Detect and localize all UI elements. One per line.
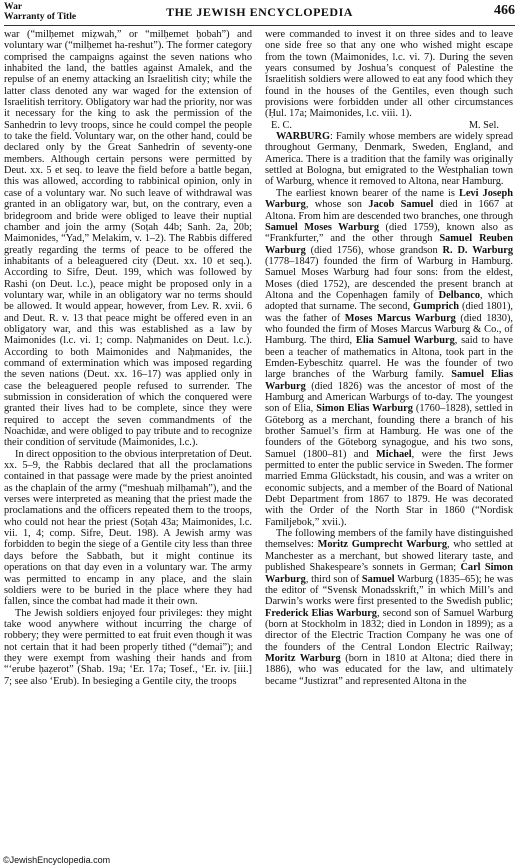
running-title-line-1: War: [4, 1, 23, 12]
page-number: 466: [494, 3, 515, 18]
running-header: [4, 2, 515, 24]
header-rule: [4, 25, 515, 26]
journal-title: THE JEWISH ENCYCLOPEDIA: [166, 5, 353, 19]
warburg-paragraph-2: The earliest known bearer of the name is Levi Joseph Warburg, whose son Jacob Samuel died in 1667 at Altona. From him are descended two branches, one through Samuel Moses Warburg (died 1759), known also as “Frankfurter,” and the other through Samuel Reuben Warburg (died 1756), whose grandson R. D. Warburg (1778–1847) founded the firm of Warburg in Hamburg. Samuel Moses Warburg had four sons: from the eldest, Moses (died 1752), are descended the present branch at Altona and the Copenhagen family of Delbanco, which adopted that surname. The second, Gumprich (died 1801), was the father of Moses Marcus Warburg (died 1830), who founded the firm of Moses Marcus Warburg & Co., of Hamburg. The third, Elia Samuel Warburg, said to have been a teacher of mathematics in Altona, took part in the Emden-Eybeschitz quarrel. He was the founder of two large branches of the Warburg family. Samuel Elias Warburg (died 1826) was the ancestor of most of the Hamburg and American Warburgs of to-day. The youngest son of Elia, Simon Elias Warburg (1760–1828), settled in Göteborg as a merchant, founding there a branch of his brother Samuel’s firm at Hamburg. He was one of the founders of the Göteborg synagogue, and his two sons, Samuel (1800–81) and Michael, were the first Jews permitted to enter the public service in Sweden. The former married Emma Glückstadt, his cousin, and was a writer on economic subjects, and a member of the Board of National Debt Department from 1867 to 1879. He was decorated with the Order of the North Star in 1860 (“Nordisk Familjebok,” xvii.).: [265, 187, 513, 528]
warburg-paragraph-3: The following members of the family have distinguished themselves: Moritz Gumprecht Warburg, who settled at Manchester as a merchant, but showed literary taste, and published Shakespeare’s sonnets in German; Carl Simon Warburg, third son of Samuel Warburg (1835–65); he was the editor of “Svensk Monadsskrift,” in which Mill’s and Darwin’s works were first presented to the Swedish public; Frederick Elias Warburg, second son of Samuel Warburg (born at Stockholm in 1832; died in London in 1899); as a director of the Electric Traction Company he was one of the founders of the Central London Electric Railway; Moritz Warburg (born in 1810 at Altona; died there in 1886), who was educated for the law, and ultimately became “Justizrat” and represented Altona in the: [265, 528, 513, 687]
warburg-heading: WARBURG: [276, 131, 331, 143]
copyright-footer: ©JewishEncyclopedia.com: [3, 855, 111, 865]
article-signature: [265, 120, 513, 131]
left-column: [4, 29, 252, 851]
war-paragraph-1: war (“milḥemet miẓwah,” or “milḥemet ḥobah”) and voluntary war (“milḥemet ha-reshut”). The former category comprised the campaigns against the seven nations who inhabited the land, the battles against Amalek, and the repulse of an enemy attacking an Israelitish city; while the latter class denoted any war waged for the extension of Israelitish territory. Obligatory war had the priority, nor was it necessary for the king to ask the permission of the Sanhedrin to levy troops, since he could compel the people to take the field. Voluntary war, on the other hand, could be declared only by the Great Sanhedrin of seventy-one members. Although certain persons were permitted by Deut. xx. 5 et seq. to leave the field before a battle began, this was allowed, according to rabbinical opinion, only in case of a voluntary war. No such leave of withdrawal was granted in an obligatory war, but, on the contrary, even a bridegroom and bride were obliged to leave their nuptial chamber and join the army (Soṭah 44b; Sanh. 2a, 20b; Maimonides, “Yad,” Melakim, v. 1–2). The Rabbis differed greatly regarding the terms of peace to be offered the inhabitants of a beleaguered city (Deut. xx. 10 et seq.). According to Sifre, Deut. 199, which was followed by Rashi (on Deut. l.c.), peace might be proposed only in a voluntary war, while in an obligatory war no terms should be allowed. It would appear, however, from Lev. R. xvii. 6 and Deut. R. v. 13 that peace might be offered even in an obligatory war, and this was established as a law by Maimonides (l.c. vi. 1; comp. Naḥmanides on Deut. l.c.). According to both Maimonides and Naḥmanides, the command of extermination which was imposed regarding the seven nations (Deut. xx. 16–17) was applied only in case the beleaguered people refused to surrender. The submission in consideration of which the conquered were granted their lives had to be complete, since they were required to accept the seven commandments of the Noachidæ, and were obliged to pay tribute and to recognize their condition of servitude (Maimonides, l.c.).: [4, 29, 252, 449]
right-column: [265, 29, 513, 851]
running-title-line-2: Warranty of Title: [4, 11, 77, 22]
warburg-intro: [265, 131, 513, 188]
signature-initials-right: M. Sel.: [468, 119, 499, 131]
war-paragraph-3: The Jewish soldiers enjoyed four privileges: they might take wood anywhere without incurring the charge of robbery; they were permitted to eat fruit even though it was not certain that it had been properly tithed (“demai”); and they were exempt from washing their hands and from “‘erube ḥaẓerot” (Shab. 19a; ‘Er. 17a; Tosef., ‘Er. iv. [iii.] 7; see also ‘Erub). In besieging a Gentile city, the troops: [4, 607, 252, 687]
war-paragraph-4: were commanded to invest it on three sides and to leave one side free so that any one who wished might escape from the town (Maimonides, l.c. vi. 7). During the seven years consumed by Joshua’s conquest of Palestine the Israelitish soldiers were allowed to eat any food which they found in the houses of the Gentiles, even though such provisions were forbidden under all other circumstances (Ḥul. 17a; Maimonides, l.c. viii. 1).: [265, 29, 513, 120]
war-paragraph-2: In direct opposition to the obvious interpretation of Deut. xx. 5–9, the Rabbis declared that all the proclamations contained in that passage were made by the priest anointed as the chaplain of the army (“meshuaḥ milḥamah”), and the verses were interpreted as meaning that the priest made the proclamations and the officers repeated them to the troops, who could not hear the priest (Soṭah 43a; Maimonides, l.c. vii. 1, 4; comp. Sifre, Deut. 198). A Jewish army was forbidden to begin the siege of a Gentile city less than three days before the Sabbath, but it might continue its operations on that day even in a voluntary war. The army was permitted to encamp in any place, and the slain soldiers were to be buried in the place where they had fallen, since the combat had made it their own.: [4, 448, 252, 608]
warburg-intro-text: : Family whose members are widely spread throughout Germany, Denmark, Sweden, England, and America. There is a tradition that the family was originally settled at Bologna, but emigrated to the Westphalian town of Warburg, whence it removed to Altona, near Hamburg.: [265, 131, 513, 188]
signature-initials-left: E. C.: [271, 119, 292, 131]
